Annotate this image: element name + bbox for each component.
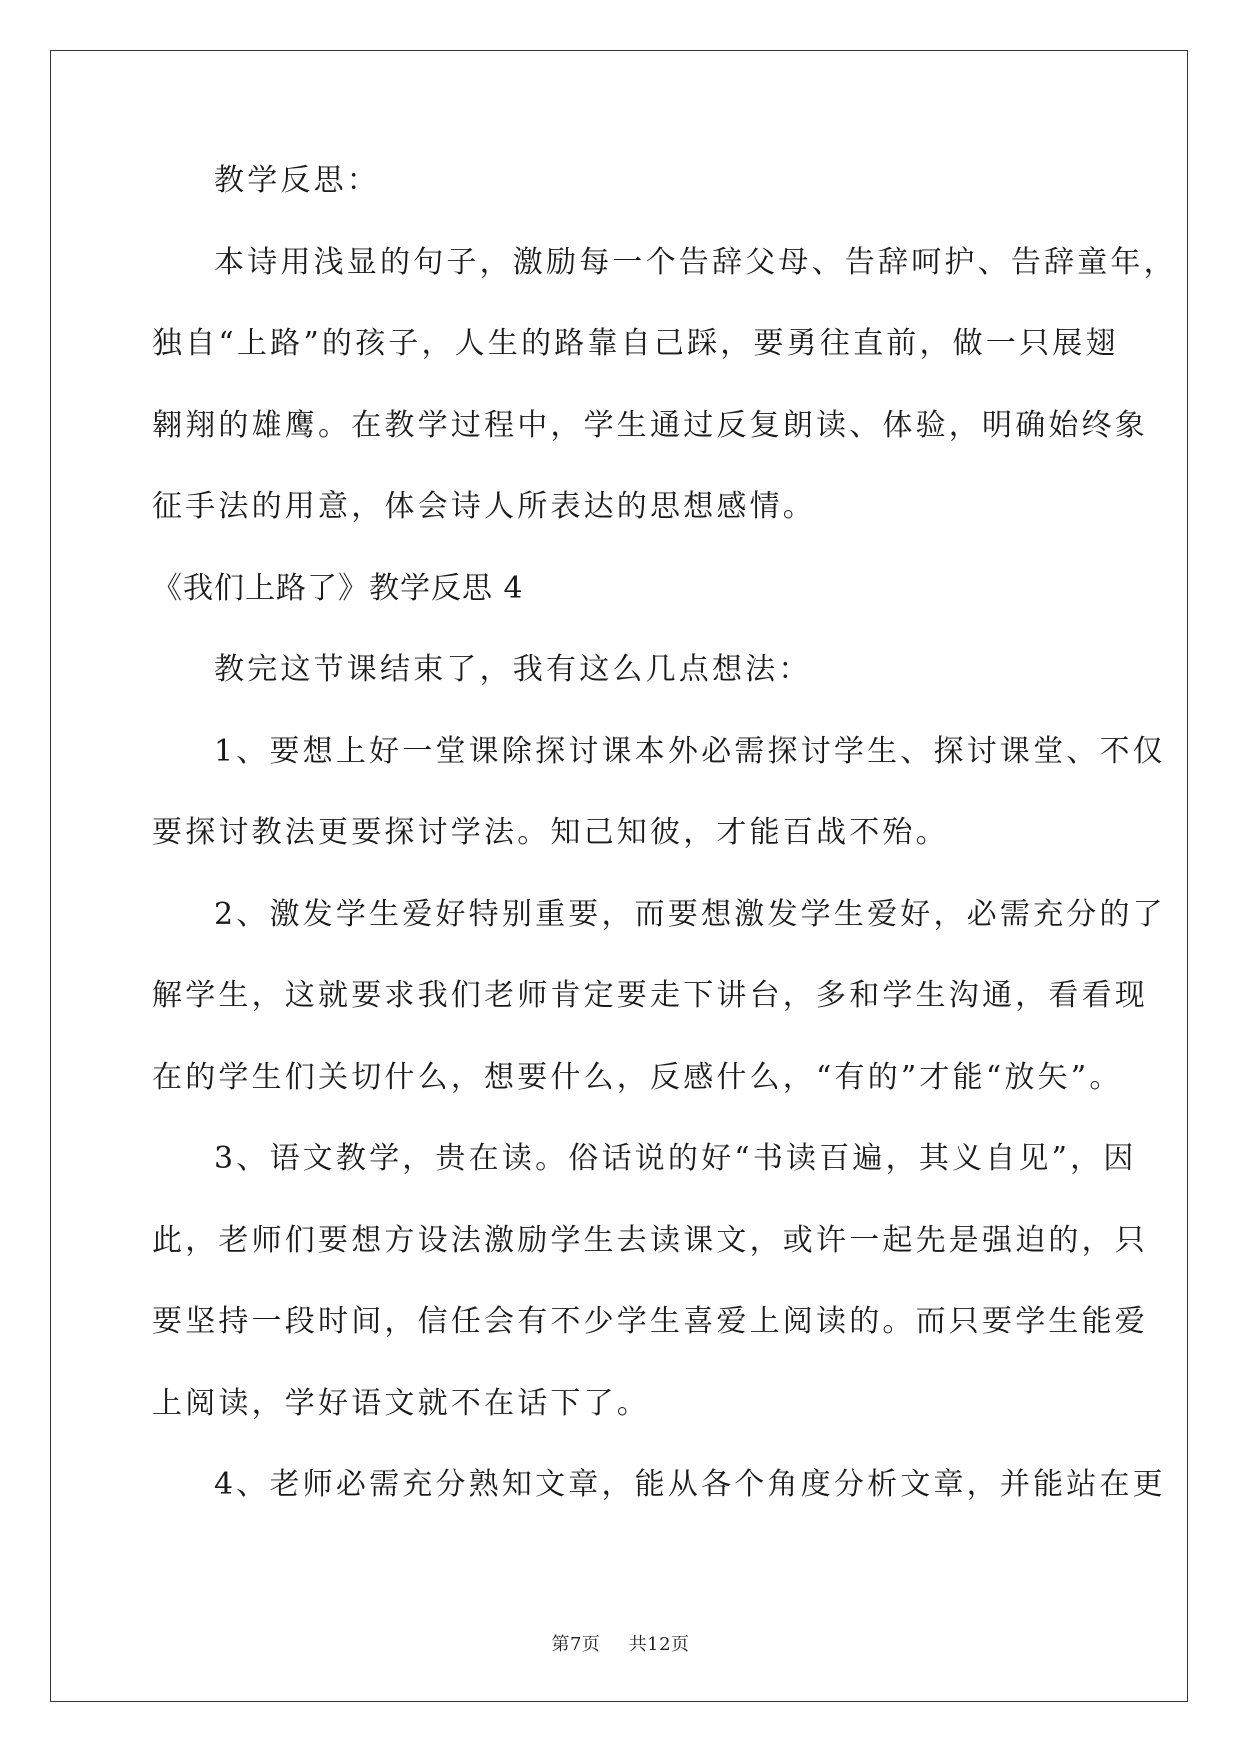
text-line: 此，老师们要想方设法激励学生去读课文，或许一起先是强迫的，只 bbox=[152, 1222, 1148, 1258]
section-heading: 《我们上路了》教学反思 4 bbox=[152, 570, 524, 606]
page-number: 第7页 bbox=[551, 1634, 601, 1655]
text-line: 3、语文教学，贵在读。俗话说的好“书读百遍，其义自见”，因 bbox=[214, 1141, 1137, 1176]
text-line: 教完这节课结束了，我有这么几点想法： bbox=[214, 652, 812, 687]
text-line: 本诗用浅显的句子，激励每一个告辞父母、告辞呵护、告辞童年， bbox=[214, 244, 1177, 280]
text-line: 翱翔的雄鹰。在教学过程中，学生通过反复朗读、体验，明确始终象 bbox=[152, 407, 1148, 443]
text-line: 1、要想上好一堂课除探讨课本外必需探讨学生、探讨课堂、不仅 bbox=[214, 733, 1166, 769]
text-line: 上阅读，学好语文就不在话下了。 bbox=[152, 1385, 650, 1421]
text-line: 2、激发学生爱好特别重要，而要想激发学生爱好，必需充分的了 bbox=[214, 896, 1166, 932]
text-line: 要探讨教法更要探讨学法。知己知彼，才能百战不殆。 bbox=[152, 815, 949, 850]
text-line: 独自“上路”的孩子，人生的路靠自己踩，要勇往直前，做一只展翅 bbox=[152, 326, 1119, 361]
text-line: 解学生，这就要求我们老师肯定要走下讲台，多和学生沟通，看看现 bbox=[152, 978, 1148, 1013]
text-line: 在的学生们关切什么，想要什么，反感什么，“有的”才能“放矢”。 bbox=[152, 1059, 1123, 1095]
document-body bbox=[152, 140, 1177, 1526]
text-line: 4、老师必需充分熟知文章，能从各个角度分析文章，并能站在更 bbox=[214, 1467, 1166, 1502]
text-line: 教学反思： bbox=[214, 163, 380, 198]
page-footer bbox=[0, 1630, 1241, 1656]
text-line: 要坚持一段时间，信任会有不少学生喜爱上阅读的。而只要学生能爱 bbox=[152, 1304, 1148, 1339]
text-line: 征手法的用意，体会诗人所表达的思想感情。 bbox=[152, 489, 816, 524]
page-total: 共12页 bbox=[628, 1634, 690, 1655]
